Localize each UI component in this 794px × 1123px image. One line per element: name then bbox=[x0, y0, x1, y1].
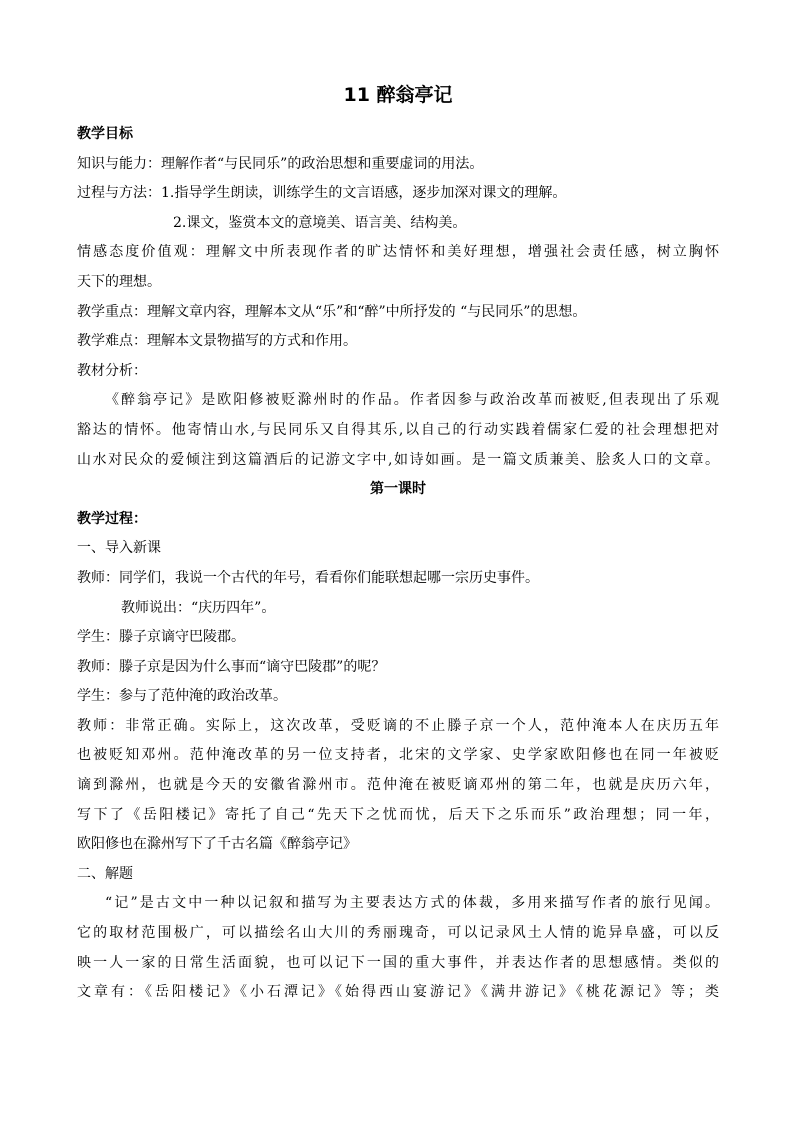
text-line: 欧阳修也在滁州写下了千古名篇《醉翁亭记》 bbox=[77, 836, 357, 853]
text-line: 第一课时 bbox=[370, 481, 426, 498]
text-line: 文章有：《岳阳楼记》《小石潭记》《始得西山宴游记》《满井游记》《桃花源记》等；类 bbox=[77, 984, 719, 1001]
text-line: 学生：滕子京谪守巴陵郡。 bbox=[77, 629, 245, 646]
text-line: 也被贬知邓州。范仲淹改革的另一位支持者，北宋的文学家、史学家欧阳修也在同一年被贬 bbox=[77, 747, 719, 764]
text-line: 《醉翁亭记》是欧阳修被贬滁州时的作品。作者因参与政治改革而被贬,但表现出了乐观 bbox=[105, 392, 719, 409]
text-line: 映一人一家的日常生活面貌，也可以记下一国的重大事件，并表达作者的思想感情。类似的 bbox=[77, 954, 719, 971]
text-line: 教学重点：理解文章内容，理解本文从“乐”和“醉”中所抒发的 “与民同乐”的思想。 bbox=[77, 303, 587, 320]
text-line: 一、导入新课 bbox=[77, 540, 161, 557]
text-line: 教师：非常正确。实际上，这次改革，受贬谪的不止滕子京一个人，范仲淹本人在庆历五年 bbox=[77, 717, 719, 734]
text-line: 教学过程： bbox=[77, 510, 147, 527]
text-line: 教学难点：理解本文景物描写的方式和作用。 bbox=[77, 333, 357, 350]
text-line: 豁达的情怀。他寄情山水,与民同乐又自得其乐,以自己的行动实践着儒家仁爱的社会理想把对 bbox=[77, 421, 719, 438]
text-line: 教师说出：“庆历四年”。 bbox=[121, 599, 276, 616]
text-line: 教师：滕子京是因为什么事而“谪守巴陵郡”的呢？ bbox=[77, 658, 386, 675]
text-line: 写下了《岳阳楼记》寄托了自己“先天下之忧而忧，后天下之乐而乐”政治理想；同一年， bbox=[77, 806, 719, 823]
text-line: 学生：参与了范仲淹的政治改革。 bbox=[77, 688, 287, 705]
document-page bbox=[77, 80, 719, 1008]
text-line: 知识与能力：理解作者“与民同乐”的政治思想和重要虚词的用法。 bbox=[77, 155, 484, 172]
text-line: 教学目标 bbox=[77, 126, 133, 142]
text-line: 山水对民众的爱倾注到这篇酒后的记游文字中,如诗如画。是一篇文质兼美、脍炙人口的文章。 bbox=[77, 451, 719, 468]
text-line: “记”是古文中一种以记叙和描写为主要表达方式的体裁，多用来描写作者的旅行见闻。 bbox=[105, 895, 719, 912]
text-line: 教材分析： bbox=[77, 362, 147, 379]
text-line: 二、解题 bbox=[77, 865, 133, 882]
text-line: 天下的理想。 bbox=[77, 273, 161, 290]
text-line: 它的取材范围极广，可以描绘名山大川的秀丽瑰奇，可以记录风土人情的诡异阜盛，可以反 bbox=[77, 925, 719, 942]
text-line: 过程与方法：1.指导学生朗读，训练学生的文言语感，逐步加深对课文的理解。 bbox=[77, 185, 567, 202]
text-line: 2.课文，鉴赏本文的意境美、语言美、结构美。 bbox=[173, 214, 467, 231]
text-line: 情感态度价值观：理解文中所表现作者的旷达情怀和美好理想，增强社会责任感，树立胸怀 bbox=[77, 244, 719, 261]
document-title: 11 醉翁亭记 bbox=[343, 84, 453, 106]
text-line: 谪到滁州，也就是今天的安徽省滁州市。范仲淹在被贬谪邓州的第二年，也就是庆历六年， bbox=[77, 777, 719, 794]
text-line: 教师：同学们，我说一个古代的年号，看看你们能联想起哪一宗历史事件。 bbox=[77, 569, 539, 586]
document-body bbox=[77, 120, 719, 1008]
